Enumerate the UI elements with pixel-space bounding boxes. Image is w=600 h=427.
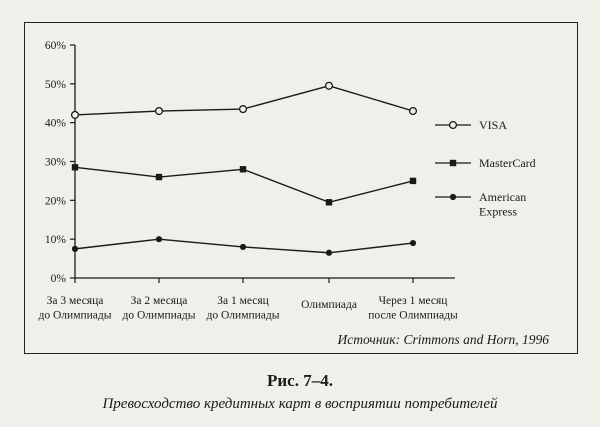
data-point-0 [410, 108, 417, 115]
legend-label: MasterCard [479, 156, 536, 170]
data-point-1 [410, 178, 416, 184]
data-point-2 [156, 236, 162, 242]
data-point-1 [156, 174, 162, 180]
y-tick-label: 30% [44, 156, 66, 169]
legend-marker [450, 122, 457, 129]
data-point-1 [72, 164, 78, 170]
data-point-2 [410, 240, 416, 246]
figure-number: Рис. 7–4. [267, 371, 333, 390]
y-tick-label: 0% [50, 273, 66, 285]
x-tick-label: За 1 месяц до Олимпиады [206, 295, 280, 322]
y-tick-label: 10% [44, 234, 66, 247]
data-point-1 [240, 166, 246, 172]
data-point-2 [326, 250, 332, 256]
y-tick-label: 60% [44, 40, 66, 52]
series-line-1 [75, 167, 413, 202]
legend-label: American Express [479, 190, 527, 219]
data-point-2 [72, 246, 78, 252]
legend-label: VISA [479, 118, 508, 132]
legend-marker [450, 194, 456, 200]
x-tick-label: За 3 месяца до Олимпиады [38, 295, 112, 322]
data-point-0 [326, 82, 333, 89]
chart-frame [24, 22, 578, 354]
data-point-2 [240, 244, 246, 250]
x-tick-label: Олимпиада [301, 299, 357, 311]
data-point-1 [326, 199, 332, 205]
line-chart [25, 23, 579, 355]
data-point-0 [240, 106, 247, 113]
y-tick-label: 50% [44, 78, 66, 91]
x-tick-label: Через 1 месяц после Олимпиады [368, 295, 458, 322]
source-note: Источник: Crimmons and Horn, 1996 [337, 332, 549, 347]
legend-marker [450, 160, 456, 166]
data-point-0 [156, 108, 163, 115]
x-tick-label: За 2 месяца до Олимпиады [122, 295, 196, 322]
y-tick-label: 20% [44, 195, 66, 208]
y-tick-label: 40% [44, 117, 66, 130]
figure-caption: Превосходство кредитных карт в восприятии потребителей [102, 396, 498, 412]
data-point-0 [72, 112, 79, 119]
